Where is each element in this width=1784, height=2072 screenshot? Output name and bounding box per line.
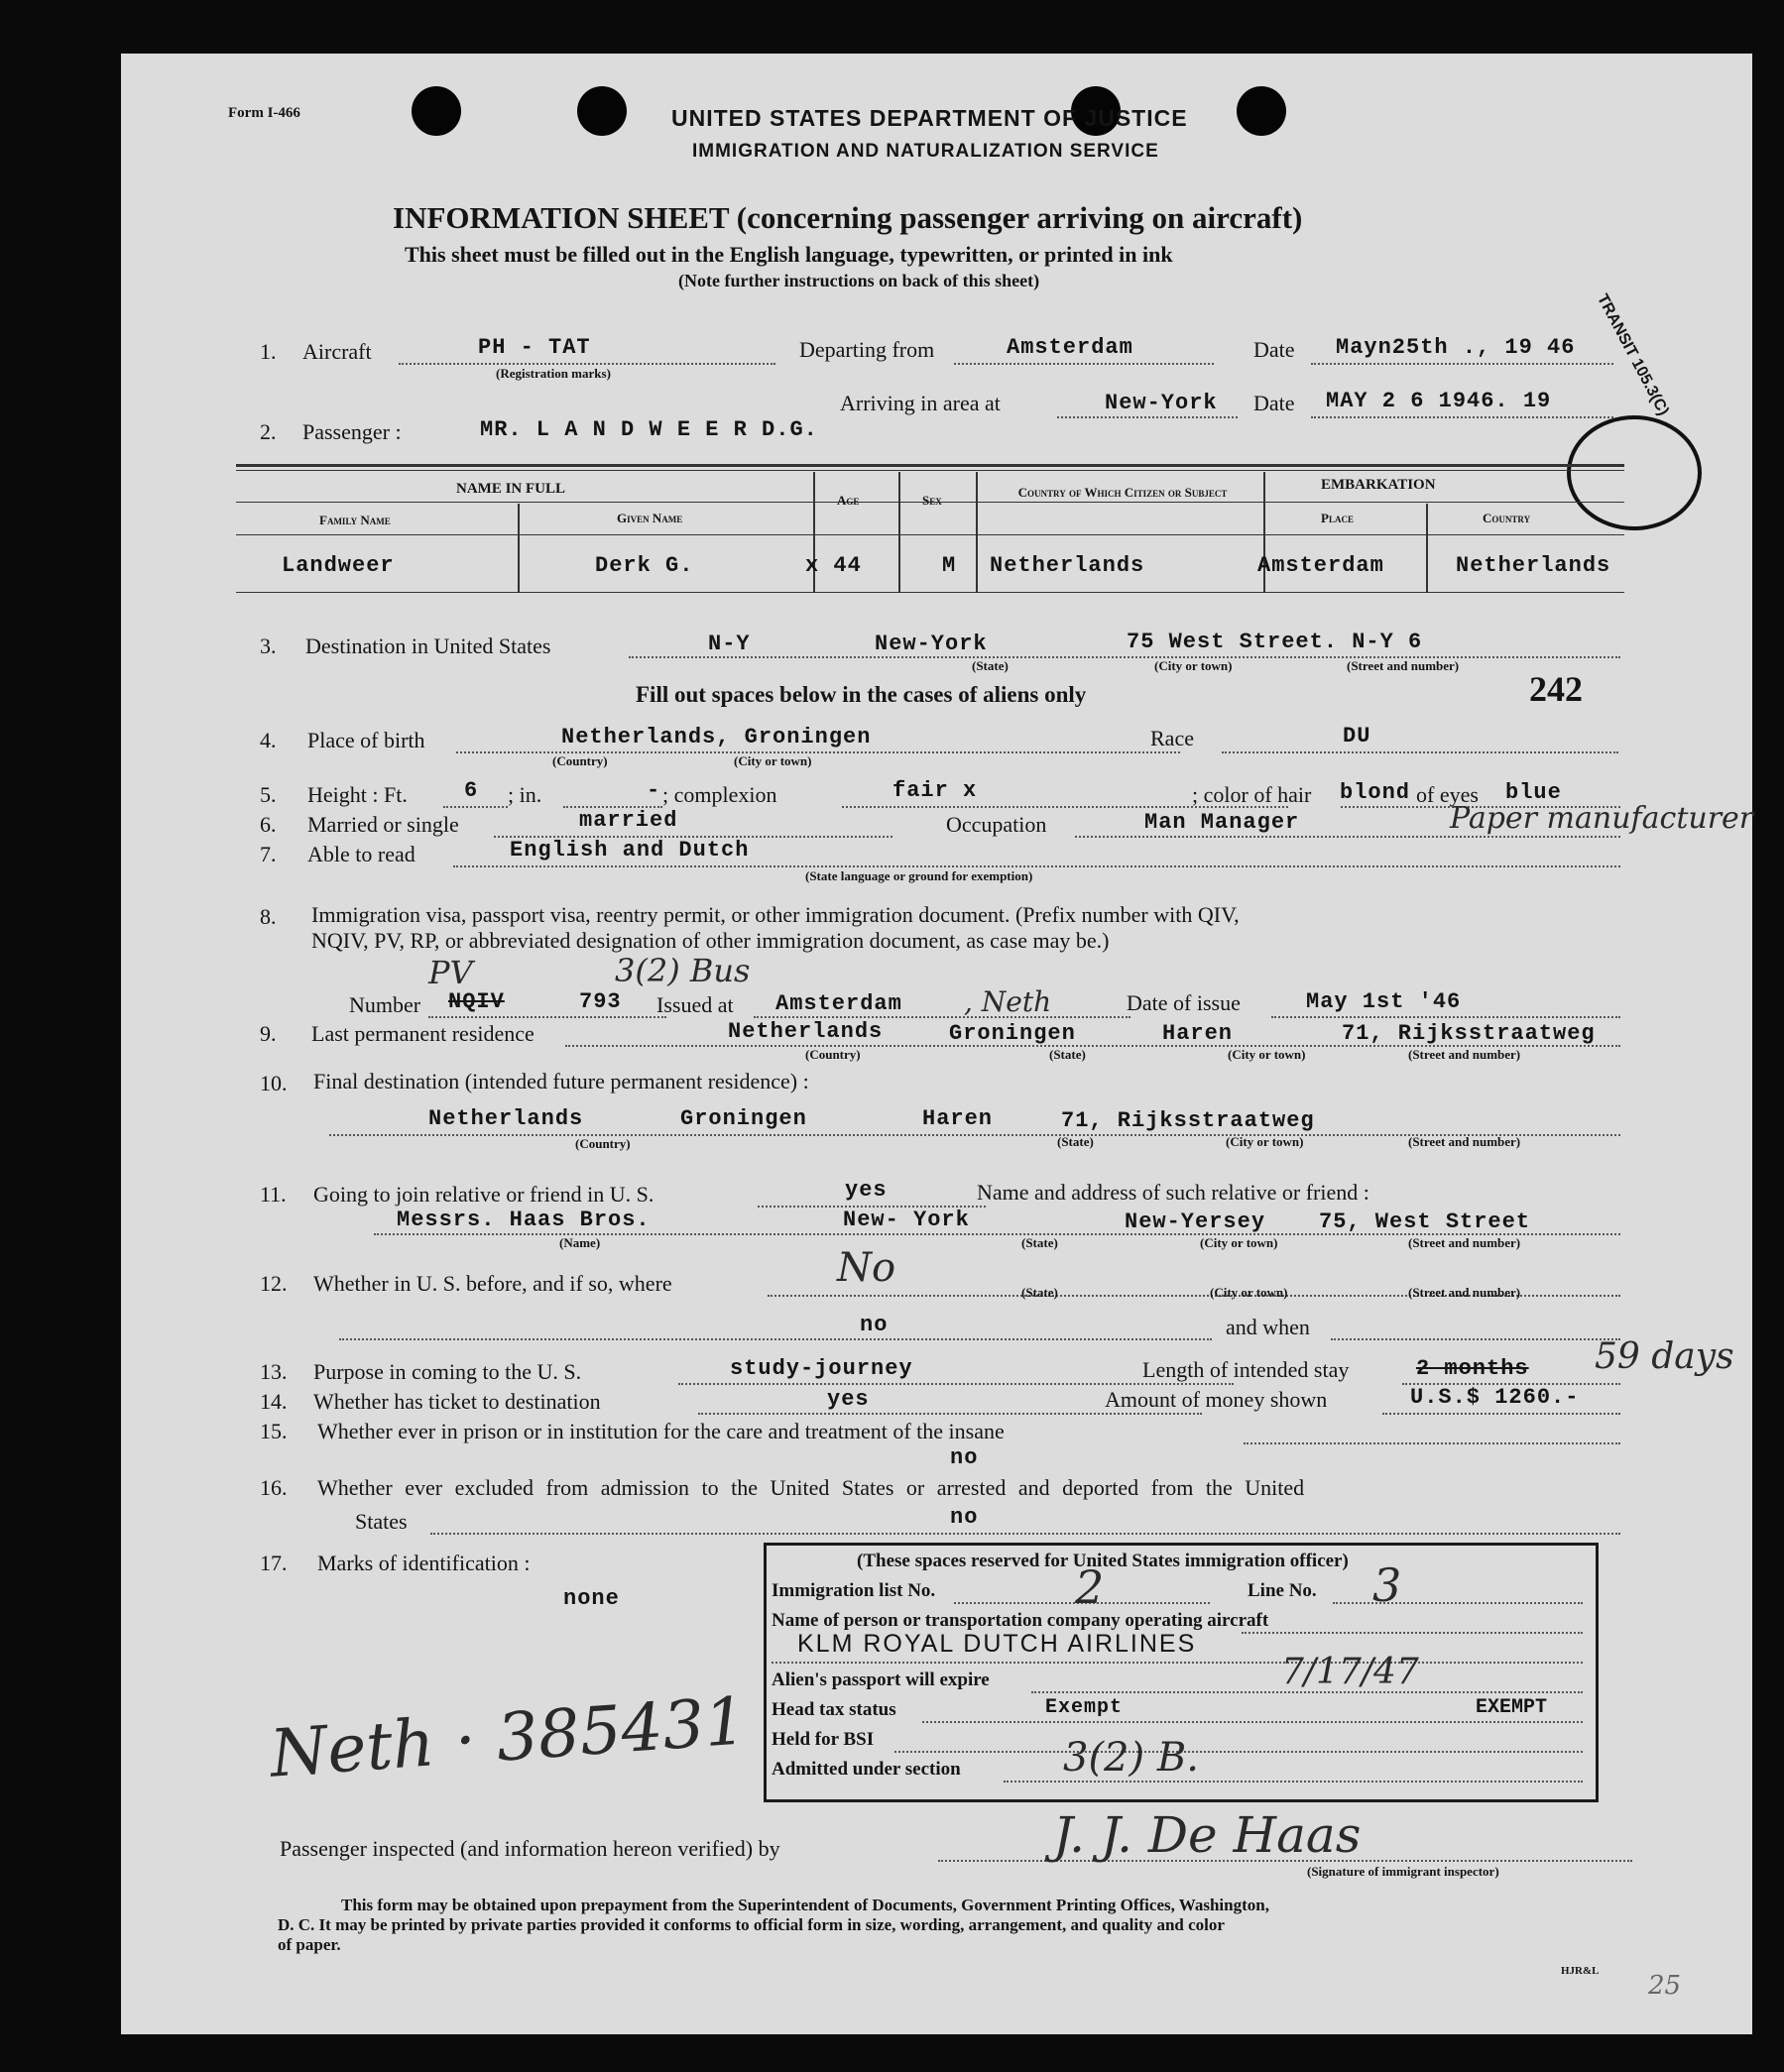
last-residence-state: Groningen <box>949 1021 1076 1046</box>
table-divider <box>1426 504 1428 593</box>
dotted-line <box>430 1533 1620 1535</box>
occupation-value: Man Manager <box>1144 810 1300 835</box>
table-divider <box>518 504 520 593</box>
dotted-line <box>629 656 1620 658</box>
excluded-value: no <box>950 1505 979 1530</box>
section-label: Admitted under section <box>772 1759 961 1780</box>
dotted-line <box>698 1413 1202 1415</box>
item-number: 4. <box>260 728 277 752</box>
service-heading: IMMIGRATION AND NATURALIZATION SERVICE <box>692 141 1159 162</box>
previous-visit-label: Whether in U. S. before, and if so, where <box>313 1271 672 1296</box>
final-destination-street: 71, Rijksstraatweg <box>1061 1108 1315 1133</box>
height-feet: 6 <box>464 778 479 803</box>
city-caption: (City or town) <box>1226 1134 1304 1149</box>
document-text-line1: Immigration visa, passport visa, reentry permit, or other immigration document. (Prefix number with QIV, <box>311 902 1240 927</box>
departing-value: Amsterdam <box>1007 335 1133 360</box>
purpose-label: Purpose in coming to the U. S. <box>313 1359 582 1384</box>
date-label: Date <box>1253 337 1295 362</box>
occupation-handwritten: Paper manufacturer <box>1450 801 1754 836</box>
dotted-line <box>1075 836 1620 838</box>
complexion-value: fair x <box>892 778 978 803</box>
state-caption: (State) <box>1057 1134 1094 1149</box>
aliens-heading: Fill out spaces below in the cases of aliens only <box>636 682 1087 707</box>
line-number-value: 3 <box>1372 1558 1402 1612</box>
dotted-line <box>1004 1781 1583 1783</box>
city-caption: (City or town) <box>1210 1285 1288 1300</box>
name-in-full-header: NAME IN FULL <box>456 481 566 497</box>
inches-label: ; in. <box>508 782 542 807</box>
dotted-line <box>339 1338 1212 1340</box>
money-value: U.S.$ 1260.- <box>1410 1385 1580 1410</box>
dotted-line <box>922 1721 1583 1723</box>
item-number: 3. <box>260 633 277 658</box>
when-label: and when <box>1226 1315 1310 1339</box>
final-destination-country: Netherlands <box>428 1106 584 1131</box>
document-prefix: NQIV <box>448 989 505 1014</box>
last-residence-country: Netherlands <box>728 1019 884 1044</box>
city-caption: (City or town) <box>1200 1235 1278 1250</box>
purpose-value: study-journey <box>730 1356 913 1381</box>
read-label: Able to read <box>307 842 416 866</box>
footer-line1: This form may be obtained upon prepayment from the Superintendent of Documents, Government Printing Offices, Washington, <box>341 1896 1269 1914</box>
prison-value: no <box>950 1445 979 1470</box>
visa-prefix-handwritten: PV <box>428 954 473 991</box>
occupation-label: Occupation <box>946 812 1047 837</box>
issued-value: Amsterdam <box>775 991 902 1016</box>
passport-number-handwritten: Neth · 385431 <box>267 1682 749 1792</box>
final-destination-state: Groningen <box>680 1106 807 1131</box>
family-name-value: Landweer <box>282 553 395 578</box>
race-value: DU <box>1343 724 1371 748</box>
punch-hole <box>412 86 461 136</box>
stay-handwritten: 59 days <box>1595 1336 1734 1377</box>
passport-expiry-label: Alien's passport will expire <box>772 1669 990 1690</box>
destination-label: Destination in United States <box>305 633 551 658</box>
age-header: Age <box>837 493 860 508</box>
item-number: 15. <box>260 1419 288 1443</box>
item-number: 12. <box>260 1271 288 1296</box>
visa-class-handwritten: 3(2) Bus <box>615 952 751 989</box>
carrier-value: KLM ROYAL DUTCH AIRLINES <box>797 1630 1197 1658</box>
age-value: x 44 <box>805 553 862 578</box>
issued-label: Issued at <box>656 992 734 1017</box>
officer-box-heading: (These spaces reserved for United States immigration officer) <box>857 1551 1349 1571</box>
document-number: 793 <box>579 989 622 1014</box>
inspector-signature: J. J. De Haas <box>1053 1806 1362 1864</box>
excluded-label: Whether ever excluded from admission to the United States or arrested and deported from the United <box>317 1475 1305 1500</box>
last-residence-city: Haren <box>1162 1021 1234 1046</box>
relative-label: Going to join relative or friend in U. S. <box>313 1182 654 1207</box>
street-caption: (Street and number) <box>1408 1285 1521 1300</box>
department-heading: UNITED STATES DEPARTMENT OF JUSTICE <box>671 105 1188 131</box>
country-caption: (Country) <box>552 753 608 768</box>
country-caption: (Country) <box>805 1047 861 1062</box>
inspected-label: Passenger inspected (and information hereon verified) by <box>280 1836 780 1861</box>
head-tax-label: Head tax status <box>772 1699 896 1720</box>
previous-visit-value: no <box>860 1313 889 1337</box>
passenger-value: MR. L A N D W E E R D.G. <box>480 417 818 442</box>
line-number-label: Line No. <box>1248 1580 1317 1601</box>
item-number: 8. <box>260 904 277 929</box>
circled-mark <box>1567 415 1702 530</box>
item-number: 14. <box>260 1389 288 1414</box>
state-caption: (State) <box>1049 1047 1086 1062</box>
state-caption: (State) <box>1021 1285 1058 1300</box>
embarkation-country-value: Netherlands <box>1456 553 1611 578</box>
exempt-stamp: EXEMPT <box>1476 1696 1548 1719</box>
previous-visit-handwritten: No <box>837 1245 896 1291</box>
place-header: Place <box>1321 511 1354 525</box>
item-number: 10. <box>260 1071 288 1095</box>
form-sheet <box>121 54 1752 2034</box>
state-caption: (State) <box>972 658 1009 673</box>
money-label: Amount of money shown <box>1105 1387 1328 1412</box>
height-inches: - <box>647 778 661 803</box>
city-caption: (City or town) <box>1228 1047 1306 1062</box>
number-label: Number <box>349 992 421 1017</box>
item-number: 6. <box>260 812 277 837</box>
hair-color-value: blond <box>1340 780 1411 805</box>
item-number: 16. <box>260 1475 288 1500</box>
list-number-label: Immigration list No. <box>772 1580 936 1601</box>
complexion-label: ; complexion <box>662 782 777 807</box>
ticket-value: yes <box>827 1387 870 1412</box>
footer-line2: D. C. It may be printed by private parties provided it conforms to official form in size, wording, arrangement, and quality and color <box>278 1915 1225 1934</box>
form-note: (Note further instructions on back of this sheet) <box>678 271 1040 290</box>
dotted-line <box>954 363 1214 365</box>
document-text-line2: NQIV, PV, RP, or abbreviated designation of other immigration document, as case may be.) <box>311 928 1110 953</box>
printer-code: HJR&L <box>1561 1965 1600 1977</box>
registration-caption: (Registration marks) <box>496 366 611 381</box>
relative-city: New-Yersey <box>1125 1209 1266 1234</box>
last-residence-label: Last permanent residence <box>311 1021 535 1046</box>
marital-value: married <box>579 808 678 833</box>
bsi-label: Held for BSI <box>772 1729 875 1750</box>
arrival-date-label: Date <box>1253 391 1295 415</box>
head-tax-value: Exempt <box>1045 1696 1124 1719</box>
destination-city: New-York <box>875 632 988 656</box>
street-caption: (Street and number) <box>1408 1047 1521 1062</box>
item-number: 9. <box>260 1021 277 1046</box>
embarkation-header: EMBARKATION <box>1321 477 1436 493</box>
dotted-line <box>399 363 775 365</box>
dotted-line <box>1244 1442 1620 1444</box>
hair-color-label: ; color of hair <box>1192 782 1312 807</box>
height-label: Height : Ft. <box>307 782 408 807</box>
identification-value: none <box>563 1586 620 1611</box>
dotted-line <box>1311 363 1613 365</box>
dotted-line <box>1271 1016 1620 1018</box>
last-residence-street: 71, Rijksstraatweg <box>1342 1021 1596 1046</box>
dotted-line <box>1242 1632 1583 1634</box>
item-number: 1. <box>260 339 277 364</box>
dotted-line <box>1333 1602 1583 1604</box>
final-destination-city: Haren <box>922 1106 994 1131</box>
destination-street: 75 West Street. N-Y 6 <box>1127 630 1423 654</box>
punch-hole <box>577 86 627 136</box>
marital-label: Married or single <box>307 812 459 837</box>
city-caption: (City or town) <box>1154 658 1233 673</box>
arriving-label: Arriving in area at <box>840 391 1001 415</box>
list-number-value: 2 <box>1075 1560 1105 1614</box>
country-caption: (Country) <box>575 1136 631 1151</box>
passport-expiry-value: 7/17/47 <box>1281 1652 1419 1692</box>
list-number: 242 <box>1529 669 1583 709</box>
embarkation-place-value: Amsterdam <box>1257 553 1384 578</box>
street-caption: (Street and number) <box>1408 1134 1521 1149</box>
citizen-value: Netherlands <box>990 553 1145 578</box>
dotted-line <box>894 1751 1583 1753</box>
punch-hole <box>1237 86 1286 136</box>
stay-label: Length of intended stay <box>1142 1357 1350 1382</box>
dotted-line <box>754 1016 1130 1018</box>
table-rule <box>236 592 1624 593</box>
item-number: 2. <box>260 419 277 444</box>
item-number: 7. <box>260 842 277 866</box>
footer-line3: of paper. <box>278 1935 341 1954</box>
given-name-value: Derk G. <box>595 553 694 578</box>
dotted-line <box>443 806 508 808</box>
dotted-line <box>1311 416 1613 418</box>
departing-date-value: Mayn25th ., 19 46 <box>1336 335 1576 360</box>
relative-state: New- York <box>843 1208 970 1232</box>
excluded-label-line2: States <box>355 1509 408 1534</box>
dotted-line <box>1382 1413 1620 1415</box>
dotted-line <box>1057 416 1238 418</box>
departing-label: Departing from <box>799 337 935 362</box>
relative-name: Messrs. Haas Bros. <box>397 1208 651 1232</box>
prison-label: Whether ever in prison or in institution for the care and treatment of the insane <box>317 1419 1005 1443</box>
dotted-line <box>772 1662 1583 1664</box>
citizen-country-header: Country of Which Citizen or Subject <box>1017 485 1228 500</box>
transit-stamp: TRANSIT 105.3(C) <box>1593 291 1672 419</box>
relative-street: 75, West Street <box>1319 1209 1531 1234</box>
street-caption: (Street and number) <box>1408 1235 1521 1250</box>
dotted-line <box>1331 1338 1620 1340</box>
arriving-value: New-York <box>1105 391 1218 415</box>
ticket-label: Whether has ticket to destination <box>313 1389 601 1414</box>
carrier-label: Name of person or transportation company operating aircraft <box>772 1610 1269 1631</box>
language-caption: (State language or ground for exemption) <box>805 868 1033 883</box>
section-value: 3(2) B. <box>1063 1735 1199 1781</box>
dotted-line <box>453 865 1620 867</box>
street-caption: (Street and number) <box>1347 658 1460 673</box>
name-caption: (Name) <box>559 1235 601 1250</box>
issue-date-value: May 1st '46 <box>1306 989 1462 1014</box>
form-title: INFORMATION SHEET (concerning passenger arriving on aircraft) <box>393 200 1303 235</box>
sex-header: Sex <box>922 493 942 508</box>
aircraft-label: Aircraft <box>302 339 372 364</box>
stay-value: 2 months <box>1416 1356 1529 1381</box>
aircraft-value: PH - TAT <box>478 335 591 360</box>
birthplace-label: Place of birth <box>307 728 425 752</box>
identification-label: Marks of identification : <box>317 1551 531 1575</box>
final-destination-label: Final destination (intended future permanent residence) : <box>313 1069 809 1094</box>
form-number: Form I-466 <box>228 105 300 121</box>
item-number: 13. <box>260 1359 288 1384</box>
given-name-header: Given Name <box>617 511 683 525</box>
family-name-header: Family Name <box>319 513 391 527</box>
passenger-label: Passenger : <box>302 419 402 444</box>
page-mark: 25 <box>1648 1971 1682 2001</box>
item-number: 17. <box>260 1551 288 1575</box>
table-divider <box>976 472 978 593</box>
item-number: 5. <box>260 782 277 807</box>
form-instruction: This sheet must be filled out in the English language, typewritten, or printed in ink <box>405 242 1173 267</box>
read-value: English and Dutch <box>510 838 750 863</box>
eye-color-value: blue <box>1505 780 1562 805</box>
arrival-date-value: MAY 2 6 1946. 19 <box>1326 389 1552 413</box>
table-rule <box>236 534 1624 535</box>
country-header: Country <box>1483 511 1531 525</box>
state-caption: (State) <box>1021 1235 1058 1250</box>
race-label: Race <box>1150 726 1194 750</box>
signature-caption: (Signature of immigrant inspector) <box>1307 1864 1499 1879</box>
sex-value: M <box>942 553 957 578</box>
issue-date-label: Date of issue <box>1127 990 1241 1015</box>
destination-state: N-Y <box>708 632 751 656</box>
issued-handwritten: , Neth <box>964 985 1052 1018</box>
item-number: 11. <box>260 1182 287 1207</box>
table-rule <box>236 464 1624 467</box>
dotted-line <box>1222 751 1618 753</box>
table-rule <box>236 470 1624 471</box>
relative-value: yes <box>845 1178 888 1203</box>
city-caption: (City or town) <box>734 753 812 768</box>
relative-address-label: Name and address of such relative or friend : <box>977 1180 1369 1205</box>
dotted-line <box>428 1016 666 1018</box>
eye-color-label: of eyes <box>1416 782 1479 807</box>
dotted-line <box>678 1383 1234 1385</box>
table-divider <box>898 472 900 593</box>
birthplace-value: Netherlands, Groningen <box>561 725 872 749</box>
